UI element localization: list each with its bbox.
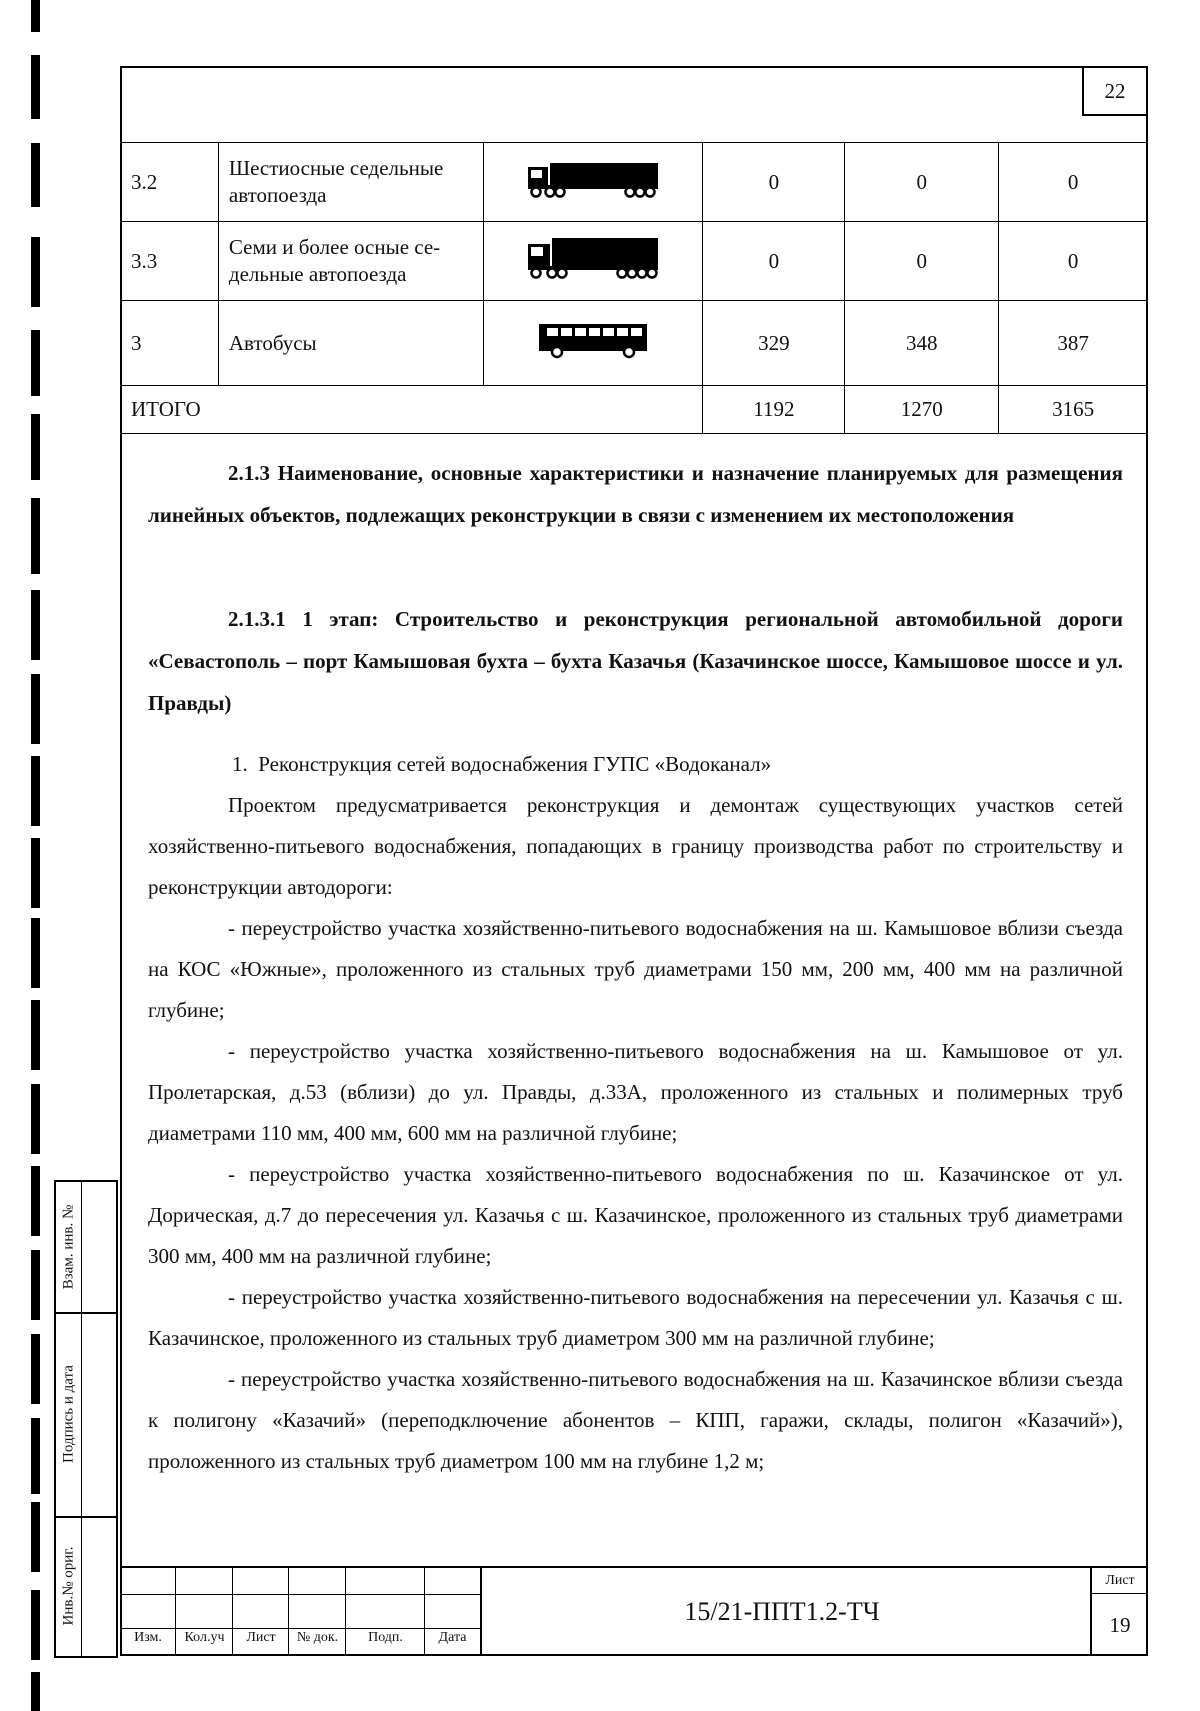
title-block-header: Лист [246,1630,276,1645]
value-cell: 0 [703,222,845,301]
corner-page-number: 22 [1082,66,1148,116]
section-heading [148,452,1123,536]
total-label: ИТОГО [121,386,703,434]
scan-bar [31,1418,40,1494]
scan-bar [31,414,40,480]
vehicle-name [218,222,483,301]
seven-axle-truck-icon [483,222,703,301]
scan-bar [31,1334,40,1404]
vehicle-name-line: Семи и более осные се- [228,235,441,259]
paragraph: - переустройство участка хозяйственно-питьевого водоснабжения на ш. Камышовое от ул. Пролетарская, д.53 (вблизи) до ул. Правды, д.33А, проложенного из стальных и полимерных труб диаметрами 110 мм, 400 мм, 600 мм на различной глубине; [148,1039,1123,1145]
heading-2-1-3: 2.1.3 Наименование, основные характеристики и назначение планируемых для размещения линейных объектов, подлежащих реконструкции в связи с изменением их местоположения [148,461,1123,527]
body-text [148,744,1123,1482]
value-cell: 348 [845,301,999,386]
side-label: Инв.№ ориг. [60,1546,76,1626]
value-cell: 329 [703,301,845,386]
scan-bar [31,1000,40,1070]
side-stamp-inv [54,1516,118,1658]
scan-bar [31,590,40,660]
table-row [121,143,1148,222]
paragraph: Проектом предусматривается реконструкция и демонтаж существующих участков сетей хозяйственно-питьевого водоснабжения, попадающих в границу производства работ по строительству и реконструкции автодороги: [148,793,1123,899]
paragraph: - переустройство участка хозяйственно-питьевого водоснабжения по ш. Казачинское от ул. Дорическая, д.7 до пересечения ул. Казачья с ш. Казачинское, проложенного из стальных труб диаметрами 300 мм, 400 мм на различной глубине; [148,1162,1123,1268]
value-cell: 0 [999,222,1148,301]
row-number: 3.2 [121,143,219,222]
side-label: Подпись и дата [60,1365,76,1463]
scan-bar [31,1166,40,1236]
scan-bar [31,756,40,826]
total-value: 1270 [845,386,999,434]
vehicle-name-line: автопоезда [228,183,327,207]
paragraph: - переустройство участка хозяйственно-питьевого водоснабжения на ш. Камышовое вблизи съезда на КОС «Южные», проложенного из стальных труб диаметрами 150 мм, 200 мм, 400 мм на различной глубине; [148,916,1123,1022]
paragraph: - переустройство участка хозяйственно-питьевого водоснабжения на пересечении ул. Казачья с ш. Казачинское, проложенного из стальных труб диаметром 300 мм на различной глубине; [148,1285,1123,1350]
total-value: 1192 [703,386,845,434]
vehicle-name [218,143,483,222]
scan-bar [31,330,40,396]
row-number: 3.3 [121,222,219,301]
title-block [120,1566,1148,1656]
row-number: 3 [121,301,219,386]
document-code: 15/21-ППТ1.2-ТЧ [684,1597,880,1626]
scan-bar [31,143,40,207]
side-stamp-vzam [54,1180,118,1314]
vehicle-name-line: Автобусы [228,330,317,355]
total-row [121,386,1148,434]
vehicle-table [120,142,1148,434]
scan-bar [31,1590,40,1660]
sheet-number: 19 [1109,1612,1131,1637]
table-row [121,301,1148,386]
scan-bar [31,674,40,744]
scan-bar [31,237,40,307]
scan-bar [31,1502,40,1572]
scan-bar [31,838,40,908]
scan-bar [31,498,40,574]
table-row [121,222,1148,301]
title-block-header: № док. [296,1630,339,1645]
sheet-box [1090,1568,1148,1656]
heading-2-1-3-1: 2.1.3.1 1 этап: Строительство и реконструкция региональной автомобильной дороги «Севастополь – порт Камышовая бухта – бухта Казачья (Казачинское шоссе, Камышовое шоссе и ул. Правды) [148,607,1123,715]
title-block-header: Кол.уч [184,1630,225,1645]
side-stamp-podpis [54,1312,118,1518]
value-cell: 0 [703,143,845,222]
revision-grid [120,1568,482,1656]
sheet-label: Лист [1092,1568,1148,1594]
vehicle-name [218,301,483,386]
value-cell: 0 [845,222,999,301]
scan-bar [31,918,40,988]
vehicle-name-line: дельные автопоезда [228,262,407,286]
title-block-header: Изм. [134,1630,162,1645]
scan-bar [31,1672,40,1711]
paragraph: - переустройство участка хозяйственно-питьевого водоснабжения на ш. Казачинское вблизи съезда к полигону «Казачий» (переподключение абонентов – КПП, гаражи, склады, полигон «Казачий»), проложенного из стальных труб диаметром 100 мм на глубине 1,2 м; [148,1367,1123,1473]
scan-bar [31,1084,40,1154]
total-value: 3165 [999,386,1148,434]
bus-icon [483,301,703,386]
title-block-header: Дата [438,1630,467,1645]
title-block-header: Подп. [368,1630,403,1645]
scan-bar [31,0,40,32]
subsection-heading [148,598,1123,724]
scan-bar [31,55,40,119]
list-item: 1. Реконструкция сетей водоснабжения ГУПС «Водоканал» [232,752,772,776]
value-cell: 0 [999,143,1148,222]
value-cell: 387 [999,301,1148,386]
side-label: Взам. инв. № [60,1204,76,1290]
vehicle-name-line: Шестиосные седельные [228,156,444,180]
scan-bar [31,1250,40,1320]
six-axle-truck-icon [483,143,703,222]
value-cell: 0 [845,143,999,222]
